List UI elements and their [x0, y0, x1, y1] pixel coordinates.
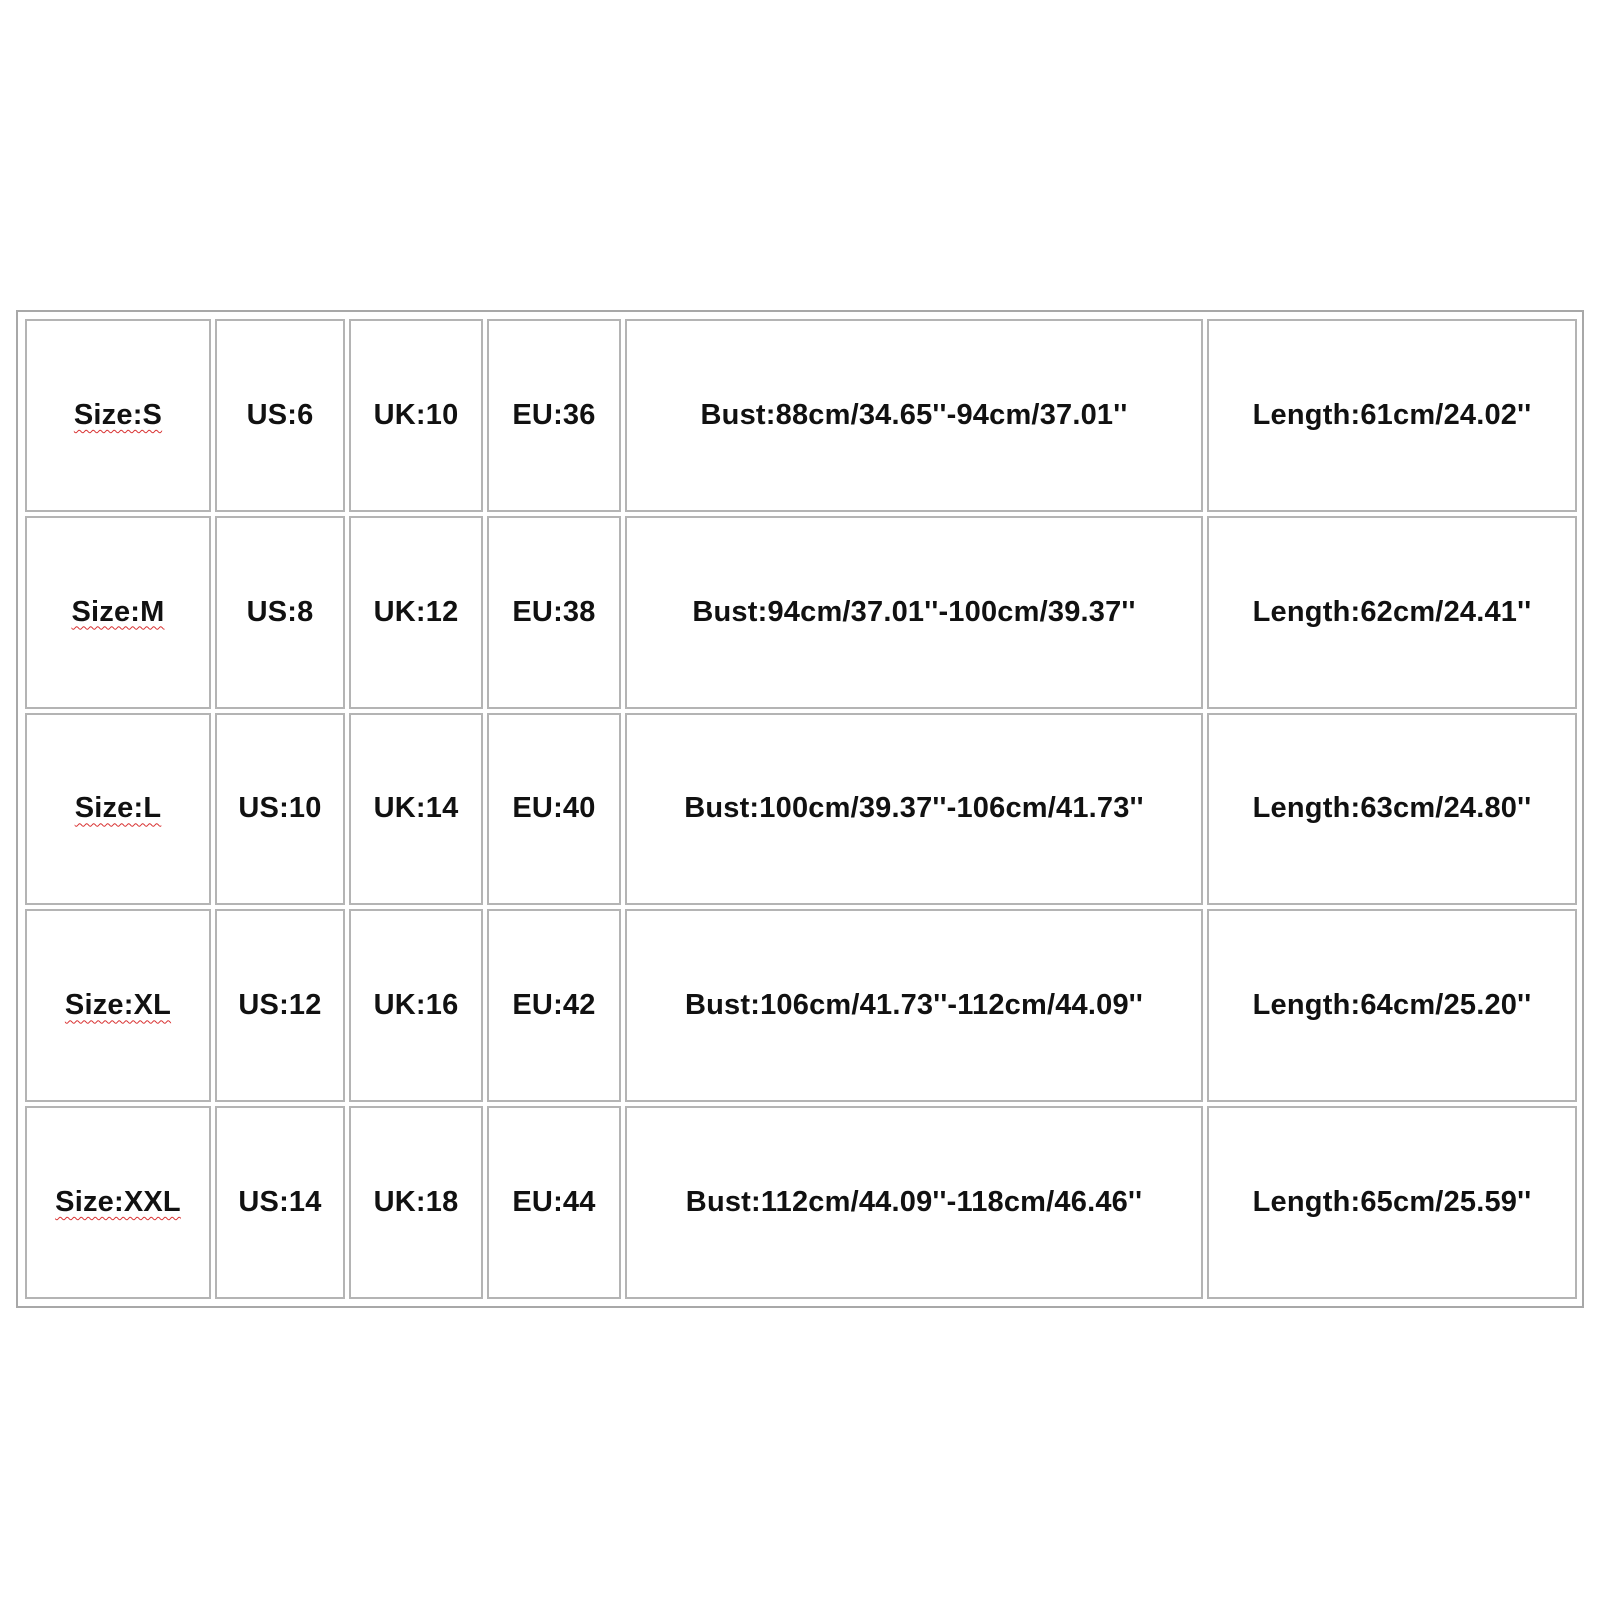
bust-cell: Bust:94cm/37.01''-100cm/39.37''	[625, 516, 1203, 709]
eu-size-cell: EU:40	[487, 713, 621, 906]
eu-size-cell: EU:38	[487, 516, 621, 709]
bust-cell: Bust:112cm/44.09''-118cm/46.46''	[625, 1106, 1203, 1299]
size-label: Size:S	[73, 398, 163, 431]
table-row	[25, 319, 1577, 512]
size-label: Size:XXL	[55, 1186, 181, 1219]
size-cell	[25, 713, 211, 906]
size-label: Size:M	[71, 595, 165, 628]
us-size-cell: US:8	[215, 516, 345, 709]
length-cell: Length:61cm/24.02''	[1207, 319, 1577, 512]
eu-size-cell: EU:42	[487, 909, 621, 1102]
table-row	[25, 516, 1577, 709]
uk-size-cell: UK:14	[349, 713, 483, 906]
uk-size-cell: UK:16	[349, 909, 483, 1102]
us-size-cell: US:14	[215, 1106, 345, 1299]
eu-size-cell: EU:36	[487, 319, 621, 512]
uk-size-cell: UK:12	[349, 516, 483, 709]
table-row	[25, 713, 1577, 906]
size-label: Size:XL	[64, 989, 172, 1022]
size-cell	[25, 516, 211, 709]
uk-size-cell: UK:18	[349, 1106, 483, 1299]
bust-cell: Bust:88cm/34.65''-94cm/37.01''	[625, 319, 1203, 512]
bust-cell: Bust:100cm/39.37''-106cm/41.73''	[625, 713, 1203, 906]
length-cell: Length:64cm/25.20''	[1207, 909, 1577, 1102]
size-chart-grid	[21, 315, 1581, 1303]
length-cell: Length:62cm/24.41''	[1207, 516, 1577, 709]
size-label: Size:L	[74, 792, 162, 825]
table-row	[25, 1106, 1577, 1299]
us-size-cell: US:10	[215, 713, 345, 906]
size-cell	[25, 319, 211, 512]
size-chart-table	[16, 310, 1584, 1308]
us-size-cell: US:6	[215, 319, 345, 512]
eu-size-cell: EU:44	[487, 1106, 621, 1299]
size-cell	[25, 909, 211, 1102]
size-cell	[25, 1106, 211, 1299]
bust-cell: Bust:106cm/41.73''-112cm/44.09''	[625, 909, 1203, 1102]
length-cell: Length:63cm/24.80''	[1207, 713, 1577, 906]
uk-size-cell: UK:10	[349, 319, 483, 512]
table-row	[25, 909, 1577, 1102]
length-cell: Length:65cm/25.59''	[1207, 1106, 1577, 1299]
us-size-cell: US:12	[215, 909, 345, 1102]
